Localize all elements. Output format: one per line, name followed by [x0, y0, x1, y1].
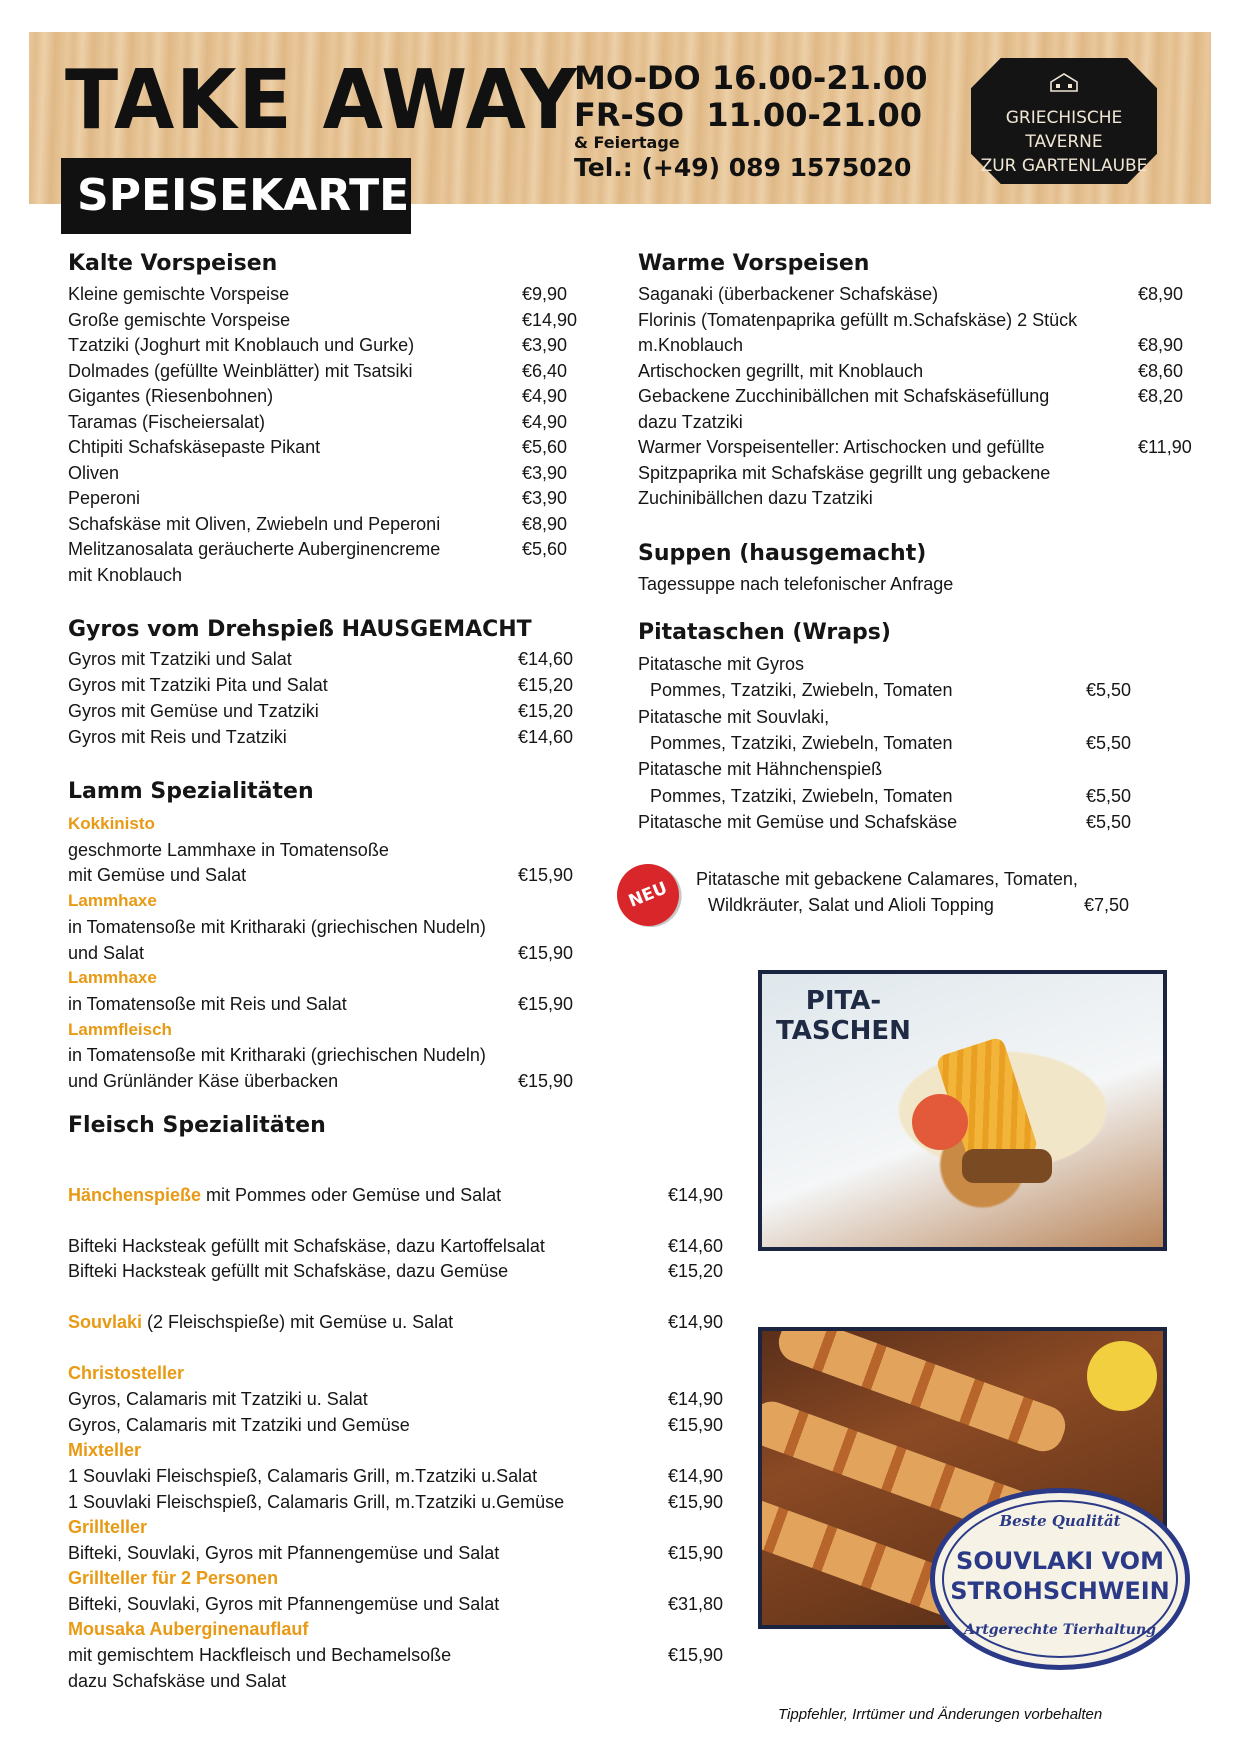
menu-item-price: €14,60 [518, 727, 574, 747]
menu-item-name [68, 1463, 537, 1489]
menu-item-name [68, 1540, 499, 1566]
menu-item-lead: Grillteller für 2 Personen [68, 1568, 279, 1588]
page-title: TAKE AWAY [65, 53, 579, 148]
phone-number[interactable]: Tel.: (+49) 089 1575020 [574, 153, 912, 182]
menu-item-name: dazu Tzatziki [638, 411, 743, 432]
menu-item-name: in Tomatensoße mit Reis und Salat [68, 993, 347, 1014]
menu-item-name [68, 1591, 499, 1617]
menu-item-name: Chtipiti Schafskäsepaste Pikant [68, 437, 321, 457]
menu-item-price: €15,20 [518, 701, 574, 721]
menu-item-lead: Hänchenspieße [68, 1185, 202, 1205]
menu-item-price: €4,90 [522, 386, 568, 406]
menu-subheading [68, 1360, 184, 1386]
menu-item-name: Warmer Vorspeisenteller: Artischocken und gefüllte [638, 437, 1045, 457]
menu-item-text: Gyros, Calamaris mit Tzatziki und Gemüse [68, 1415, 410, 1435]
menu-item-name [68, 1309, 453, 1335]
menu-item-name [68, 1182, 501, 1208]
menu-item-price: €3,90 [522, 335, 568, 355]
menu-item-price: €15,90 [668, 1492, 724, 1512]
tomato-graphic [912, 1094, 968, 1150]
menu-item-name: m.Knoblauch [638, 335, 744, 355]
menu-item-price: €8,90 [1138, 335, 1184, 355]
menu-item-price: €14,90 [668, 1466, 724, 1486]
menu-item-price: €5,50 [1086, 680, 1132, 701]
pitataschen-photo [758, 970, 1167, 1251]
menu-item-price: €15,90 [668, 1415, 724, 1435]
menu-item-price: €5,50 [1086, 811, 1132, 832]
menu-item-name: Taramas (Fischeiersalat) [68, 411, 266, 432]
menu-item-price: €15,90 [518, 993, 574, 1014]
menu-subheading: Lammhaxe [68, 968, 157, 988]
menu-item-text: dazu Schafskäse und Salat [68, 1671, 287, 1691]
menu-item-price: €5,60 [522, 539, 568, 559]
menu-item-price: €8,20 [1138, 386, 1184, 406]
menu-item-name: Pitatasche mit Souvlaki, [638, 706, 830, 727]
holidays-note: & Feiertage [574, 133, 680, 152]
menu-item-lead: Souvlaki [68, 1312, 143, 1332]
menu-item-name: Melitzanosalata geräucherte Auberginencreme [68, 539, 441, 559]
menu-item-name: Gyros mit Gemüse und Tzatziki [68, 701, 319, 721]
menu-item-text: mit Pommes oder Gemüse und Salat [201, 1185, 502, 1205]
menu-item-price: €8,90 [1138, 284, 1184, 304]
stamp-main-text [930, 1546, 1190, 1606]
menu-item-price: €5,60 [522, 437, 568, 457]
menu-subheading: Lammhaxe [68, 891, 157, 911]
opening-hours [574, 60, 928, 183]
menu-item-text: mit gemischtem Hackfleisch und Bechamelsoße [68, 1645, 452, 1665]
menu-item-name: Pommes, Tzatziki, Zwiebeln, Tomaten [650, 785, 953, 806]
menu-item-name: Gyros mit Reis und Tzatziki [68, 727, 287, 747]
neu-badge: NEU [608, 855, 689, 936]
hours-weekend: FR-SO 11.00-21.00 [574, 96, 923, 134]
menu-item-name: geschmorte Lammhaxe in Tomatensoße [68, 839, 389, 860]
menu-item-price: €3,90 [522, 462, 568, 483]
menu-item-name: Gebackene Zucchinibällchen mit Schafskäsefüllung [638, 386, 1050, 406]
menu-item-text: Bifteki Hacksteak gefüllt mit Schafskäse, dazu Gemüse [68, 1261, 509, 1281]
section-fleisch: Fleisch Spezialitäten [68, 1113, 326, 1138]
menu-item-name [68, 1412, 410, 1438]
menu-item-text: Gyros, Calamaris mit Tzatziki u. Salat [68, 1389, 368, 1409]
menu-item-price: €14,90 [668, 1185, 724, 1205]
neu-item-line-2: Wildkräuter, Salat und Alioli Topping [708, 895, 994, 915]
pita-label-line-2: TASCHEN [776, 1016, 911, 1046]
menu-item-name: Gyros mit Tzatziki Pita und Salat [68, 675, 328, 695]
lemon-graphic [1087, 1341, 1157, 1411]
neu-item-price: €7,50 [1084, 895, 1130, 915]
menu-item-name: Kleine gemischte Vorspeise [68, 284, 290, 304]
menu-item-name: Oliven [68, 462, 120, 483]
suppen-text: Tagessuppe nach telefonischer Anfrage [638, 574, 954, 594]
menu-item-name: Tzatziki (Joghurt mit Knoblauch und Gurke) [68, 335, 415, 355]
menu-item-name: in Tomatensoße mit Kritharaki (griechischen Nudeln) [68, 916, 486, 937]
menu-item-price: €14,90 [522, 309, 578, 330]
menu-item-price: €4,90 [522, 411, 568, 432]
menu-item-name: Saganaki (überbackener Schafskäse) [638, 284, 939, 304]
menu-item-name: Pitatasche mit Gemüse und Schafskäse [638, 811, 958, 832]
menu-subheading [68, 1616, 308, 1642]
meat-graphic [962, 1149, 1052, 1183]
menu-item-price: €9,90 [522, 284, 568, 304]
menu-item-name: Zuchinibällchen dazu Tzatziki [638, 488, 873, 508]
section-gyros: Gyros vom Drehspieß HAUSGEMACHT [68, 617, 532, 642]
menu-item-price: €15,90 [518, 1071, 574, 1091]
stamp-main-line-2: STROHSCHWEIN [950, 1577, 1170, 1605]
stamp-top-text: Beste Qualität [999, 1512, 1121, 1530]
disclaimer: Tippfehler, Irrtümer und Änderungen vorbehalten [778, 1706, 1103, 1723]
menu-subheading: Kokkinisto [68, 814, 155, 833]
section-suppen: Suppen (hausgemacht) [638, 541, 927, 566]
menu-item-name: mit Gemüse und Salat [68, 865, 247, 886]
menu-item-lead: Grillteller [68, 1517, 148, 1537]
menu-item-price: €8,60 [1138, 360, 1184, 381]
menu-item-text: Bifteki Hacksteak gefüllt mit Schafskäse, dazu Kartoffelsalat [68, 1236, 545, 1256]
section-pitataschen: Pitataschen (Wraps) [638, 620, 891, 645]
stamp-main-line-1: SOUVLAKI VOM [956, 1547, 1164, 1575]
menu-item-name: Pitatasche mit Hähnchenspieß [638, 759, 883, 780]
section-warme-vorspeisen: Warme Vorspeisen [638, 251, 870, 276]
menu-item-text: Bifteki, Souvlaki, Gyros mit Pfannengemüse und Salat [68, 1594, 500, 1614]
stamp-bottom-text: Artgerechte Tierhaltung [964, 1622, 1156, 1638]
restaurant-logo [971, 58, 1157, 184]
pita-label-line-1: PITA- [805, 986, 882, 1016]
menu-item-lead: Mixteller [68, 1440, 142, 1460]
logo-line-2: ZUR GARTENLAUBE [980, 156, 1148, 176]
menu-item-name: Spitzpaprika mit Schafskäse gegrillt ung gebackene [638, 462, 1051, 483]
section-lamm: Lamm Spezialitäten [68, 779, 314, 804]
menu-item-text: 1 Souvlaki Fleischspieß, Calamaris Grill, m.Tzatziki u.Salat [68, 1466, 538, 1486]
menu-item-price: €3,90 [522, 488, 568, 508]
menu-item-name: Gyros mit Tzatziki und Salat [68, 649, 292, 669]
section-kalte-vorspeisen: Kalte Vorspeisen [68, 251, 278, 276]
menu-item-price: €15,90 [668, 1645, 724, 1665]
menu-item-name: und Grünländer Käse überbacken [68, 1071, 339, 1091]
menu-item-name [68, 1233, 545, 1259]
menu-item-price: €15,20 [668, 1261, 724, 1281]
menu-item-price: €15,20 [518, 675, 574, 695]
menu-item-price: €31,80 [668, 1594, 724, 1614]
menu-item-price: €15,90 [518, 865, 574, 886]
neu-item-line-1: Pitatasche mit gebackene Calamares, Tomaten, [696, 869, 1078, 889]
menu-item-lead: Mousaka Auberginenauflauf [68, 1619, 309, 1639]
menu-item-price: €14,60 [518, 649, 574, 669]
menu-item-name: Dolmades (gefüllte Weinblätter) mit Tsatsiki [68, 360, 413, 381]
menu-item-name: Pommes, Tzatziki, Zwiebeln, Tomaten [650, 680, 953, 701]
menu-item-lead: Christosteller [68, 1363, 185, 1383]
menu-item-name: Pommes, Tzatziki, Zwiebeln, Tomaten [650, 732, 953, 753]
menu-item-price: €5,50 [1086, 785, 1132, 806]
menu-subheading [68, 1437, 141, 1463]
menu-item-name: Große gemischte Vorspeise [68, 309, 291, 330]
menu-item-price: €14,60 [668, 1236, 724, 1256]
menu-item-name [68, 1668, 286, 1694]
menu-item-name: Artischocken gegrillt, mit Knoblauch [638, 360, 924, 381]
menu-item-price: €15,90 [518, 942, 574, 963]
menu-item-name [68, 1258, 508, 1284]
menu-item-price: €5,50 [1086, 732, 1132, 753]
menu-item-price: €15,90 [668, 1543, 724, 1563]
menu-item-name [68, 1642, 451, 1668]
menu-item-name: und Salat [68, 942, 145, 963]
menu-subtitle: SPEISEKARTE [61, 158, 411, 234]
menu-item-name: Florinis (Tomatenpaprika gefüllt m.Schafskäse) 2 Stück [638, 309, 1078, 330]
menu-item-price: €6,40 [522, 360, 568, 381]
menu-item-text: (2 Fleischspieße) mit Gemüse u. Salat [142, 1312, 454, 1332]
menu-item-price: €14,90 [668, 1312, 724, 1332]
quality-stamp [930, 1488, 1190, 1670]
menu-item-name: Gigantes (Riesenbohnen) [68, 386, 274, 406]
menu-item-price: €8,90 [522, 513, 568, 534]
logo-line-1: GRIECHISCHE TAVERNE [1005, 108, 1123, 152]
menu-item-name-cont: mit Knoblauch [68, 564, 183, 585]
menu-item-name [68, 1489, 564, 1515]
menu-item-name [68, 1386, 368, 1412]
menu-subheading [68, 1565, 278, 1591]
menu-item-text: Bifteki, Souvlaki, Gyros mit Pfannengemüse und Salat [68, 1543, 500, 1563]
hours-weekday: MO-DO 16.00-21.00 [574, 59, 928, 97]
menu-subheading: Lammfleisch [68, 1019, 172, 1039]
menu-item-name: in Tomatensoße mit Kritharaki (griechischen Nudeln) [68, 1045, 486, 1066]
menu-item-price: €14,90 [668, 1389, 724, 1409]
pita-photo-label [776, 986, 911, 1046]
house-icon [1049, 72, 1079, 92]
header-banner [29, 32, 1211, 221]
menu-subheading [68, 1514, 147, 1540]
menu-item-name: Schafskäse mit Oliven, Zwiebeln und Peperoni [68, 513, 441, 534]
menu-item-name: Pitatasche mit Gyros [638, 654, 805, 674]
menu-item-text: 1 Souvlaki Fleischspieß, Calamaris Grill, m.Tzatziki u.Gemüse [68, 1492, 565, 1512]
menu-item-price: €11,90 [1138, 437, 1192, 457]
menu-item-name: Peperoni [68, 488, 141, 508]
